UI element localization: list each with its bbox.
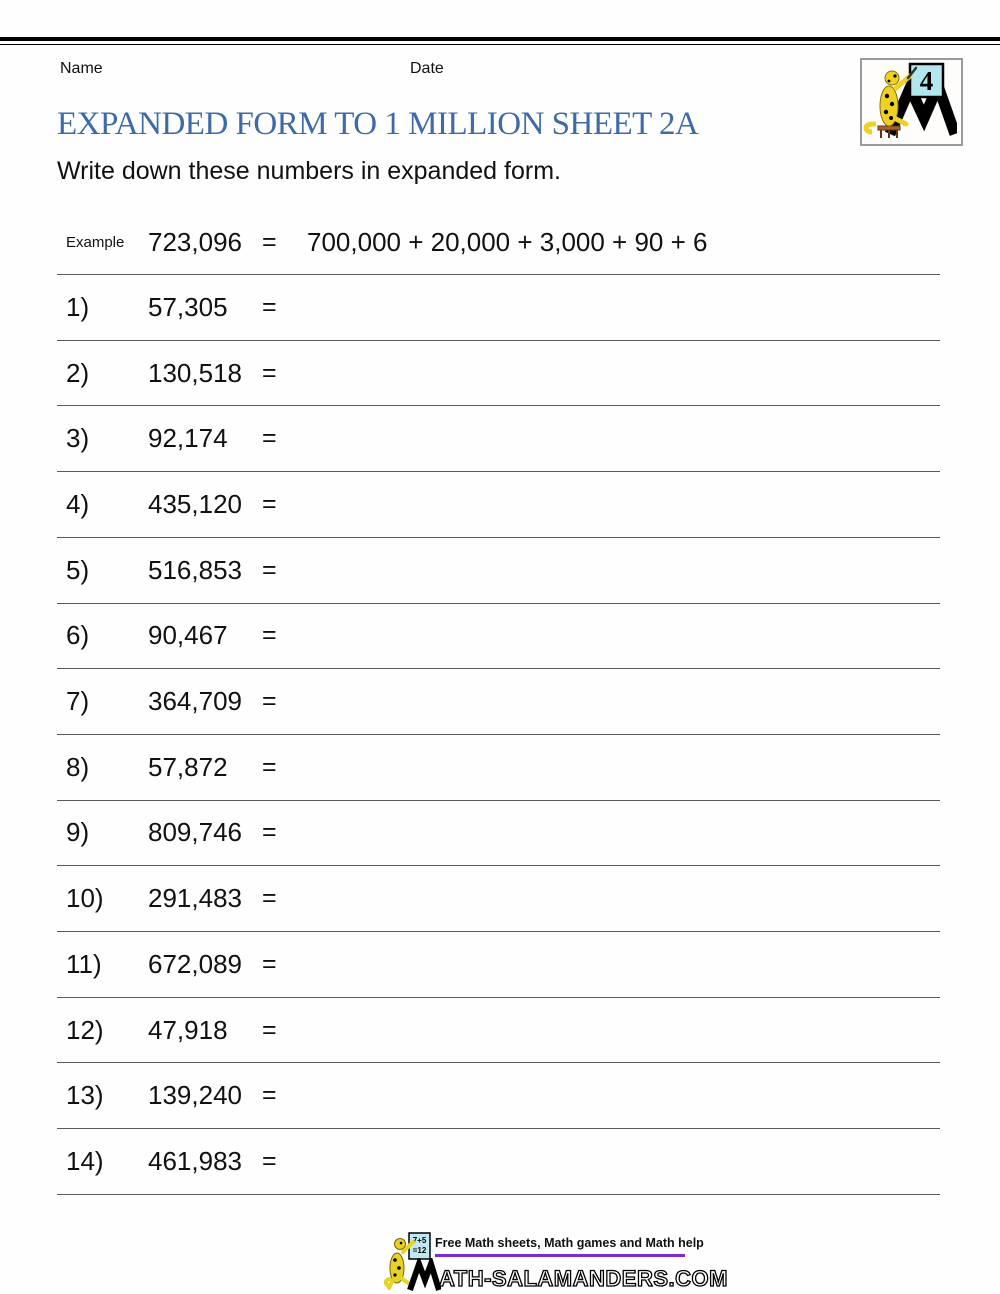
problem-label: 3): [66, 423, 90, 454]
problem-label: 11): [66, 948, 102, 979]
problem-row: [57, 801, 940, 867]
problem-label: 14): [66, 1145, 104, 1176]
problem-equals: =: [262, 949, 277, 978]
problem-equals: =: [262, 1146, 277, 1175]
problem-equals: =: [262, 555, 277, 584]
problem-number: 364,709: [148, 686, 242, 717]
problem-label: 1): [66, 291, 90, 322]
wordmark-m-icon: [407, 1258, 441, 1292]
problem-row: [57, 1129, 940, 1195]
problem-row: [57, 472, 940, 538]
problem-equals: =: [262, 752, 277, 781]
problem-row: [57, 998, 940, 1064]
problem-equals: =: [262, 1081, 277, 1110]
board-line2: =12: [412, 1246, 427, 1255]
problem-row: [57, 604, 940, 670]
problem-label: 2): [66, 357, 90, 388]
name-label: Name: [60, 60, 103, 77]
grade-badge: [860, 58, 963, 146]
problem-label: 4): [66, 488, 90, 519]
problem-number: 130,518: [148, 357, 242, 388]
problem-label: 6): [66, 620, 90, 651]
worksheet-body: [57, 210, 940, 1195]
problem-row: [57, 735, 940, 801]
purple-divider: [435, 1254, 685, 1257]
problem-equals: =: [262, 358, 277, 387]
problem-equals: =: [262, 818, 277, 847]
site-wordmark: [407, 1258, 728, 1292]
problem-row: [57, 275, 940, 341]
top-border-thick: [0, 37, 1000, 41]
problem-equals: =: [262, 292, 277, 321]
footer-logo: [383, 1230, 728, 1292]
problem-row: [57, 932, 940, 998]
problem-number: 516,853: [148, 554, 242, 585]
problem-number: 291,483: [148, 883, 242, 914]
problem-row: [57, 406, 940, 472]
problem-label: 5): [66, 554, 90, 585]
problem-row: [57, 866, 940, 932]
example-label: Example: [66, 233, 125, 251]
problem-label: 7): [66, 686, 90, 717]
problem-number: 809,746: [148, 817, 242, 848]
problem-equals: =: [262, 621, 277, 650]
footer-tagline: Free Math sheets, Math games and Math help: [435, 1236, 704, 1250]
problem-number: 90,467: [148, 620, 228, 651]
example-number: 723,096: [148, 226, 242, 257]
problem-label: 12): [66, 1014, 104, 1045]
problem-label: 13): [66, 1080, 104, 1111]
problem-label: 8): [66, 751, 90, 782]
problem-equals: =: [262, 884, 277, 913]
wordmark-text: ATH-SALAMANDERS.COM: [439, 1266, 728, 1291]
problem-label: 9): [66, 817, 90, 848]
problem-number: 92,174: [148, 423, 228, 454]
problem-row: [57, 538, 940, 604]
problem-number: 139,240: [148, 1080, 242, 1111]
problem-row: [57, 669, 940, 735]
grade-number: 4: [919, 66, 934, 96]
grade-badge-art: [862, 60, 957, 140]
problem-number: 57,872: [148, 751, 228, 782]
example-expansion: 700,000 + 20,000 + 3,000 + 90 + 6: [307, 226, 708, 257]
board-line1: 7+5: [412, 1236, 427, 1245]
top-border-thin: [0, 44, 1000, 45]
example-row: [57, 210, 940, 275]
problem-equals: =: [262, 424, 277, 453]
problem-row: [57, 1063, 940, 1129]
problem-equals: =: [262, 1015, 277, 1044]
problem-number: 435,120: [148, 488, 242, 519]
problem-row: [57, 341, 940, 407]
problem-number: 57,305: [148, 291, 228, 322]
problem-number: 47,918: [148, 1014, 228, 1045]
problem-label: 10): [66, 883, 104, 914]
problem-equals: =: [262, 687, 277, 716]
problem-number: 461,983: [148, 1145, 242, 1176]
problem-number: 672,089: [148, 948, 242, 979]
page-title: EXPANDED FORM TO 1 MILLION SHEET 2A: [57, 106, 699, 142]
problem-equals: =: [262, 489, 277, 518]
example-equals: =: [262, 227, 277, 256]
instruction-text: Write down these numbers in expanded form.: [57, 157, 561, 185]
date-label: Date: [410, 60, 444, 77]
